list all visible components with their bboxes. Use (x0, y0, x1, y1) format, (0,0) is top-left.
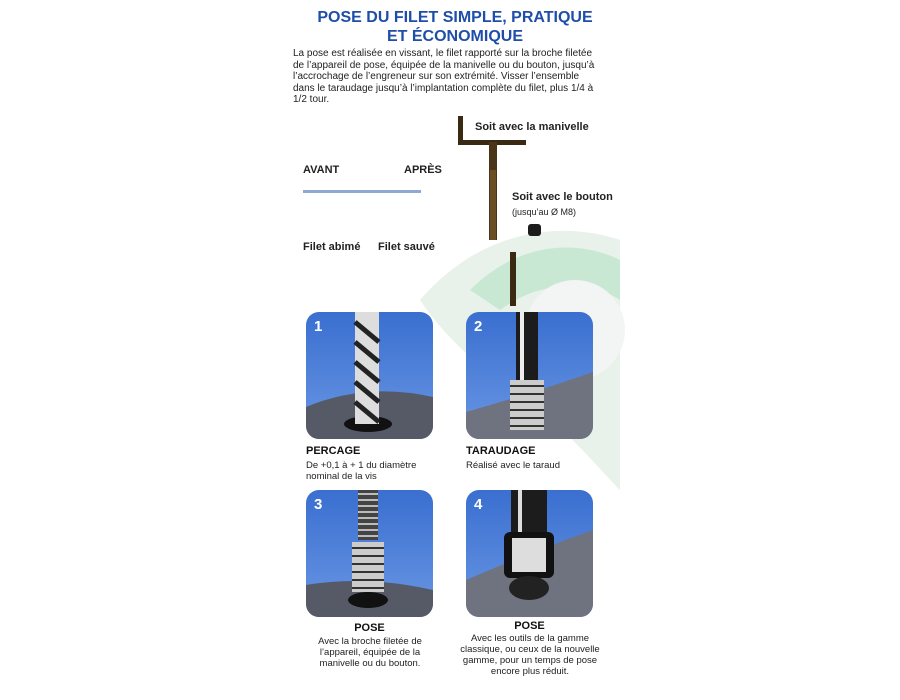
comparison-divider (303, 190, 421, 193)
step-3-number: 3 (314, 496, 323, 513)
step-1-number: 1 (314, 318, 323, 335)
setting-tool-illustration (306, 490, 433, 617)
knob-tool-illustration (500, 220, 550, 310)
step-4-number: 4 (474, 496, 483, 513)
intro-paragraph: La pose est réalisée en vissant, le filet rapporté sur la broche filetée de l’appareil de pose, équipée de la manivelle ou du bouton, jusqu’à l’accrochage de l’engreneur sur son extrémité. Visser l’ensemble dans le taraudage jusqu’à l’implantation complète du filet, plus 1/4 à 1/2 tour. (293, 48, 595, 105)
before-label: AVANT (303, 164, 340, 176)
knob-label: Soit avec le bouton (512, 191, 613, 203)
step-2-title: TARAUDAGE (466, 445, 536, 457)
knob-note: (jusqu’au Ø M8) (512, 207, 577, 217)
crank-label: Soit avec la manivelle (475, 121, 589, 133)
tap-illustration (466, 312, 593, 439)
step-1-panel (306, 312, 433, 439)
step-4-title: POSE (514, 620, 545, 632)
step-1-description: De +0,1 à + 1 du diamètre nominal de la vis (306, 460, 417, 482)
drill-illustration (306, 312, 433, 439)
title-line-1: POSE DU FILET SIMPLE, PRATIQUE (317, 9, 593, 26)
step-2-panel (466, 312, 593, 439)
step-2-description: Réalisé avec le taraud (466, 460, 560, 471)
step-2-number: 2 (474, 318, 483, 335)
saved-thread-label: Filet sauvé (378, 241, 435, 253)
page-title (290, 8, 620, 46)
step-4-description: Avec les outils de la gamme classique, ou ceux de la nouvelle gamme, pour un temps de pose encore plus réduit. (460, 633, 600, 677)
step-3-title: POSE (354, 622, 385, 634)
step-1-title: PERCAGE (306, 445, 361, 457)
step-3-description: Avec la broche filetée de l’appareil, équipée de la manivelle ou du bouton. (318, 636, 422, 669)
classic-tool-illustration (466, 490, 593, 617)
step-4-panel (466, 490, 593, 617)
title-line-2: ET ÉCONOMIQUE (386, 28, 523, 45)
damaged-thread-label: Filet abimé (303, 241, 361, 253)
step-3-panel (306, 490, 433, 617)
after-label: APRÈS (404, 164, 442, 176)
